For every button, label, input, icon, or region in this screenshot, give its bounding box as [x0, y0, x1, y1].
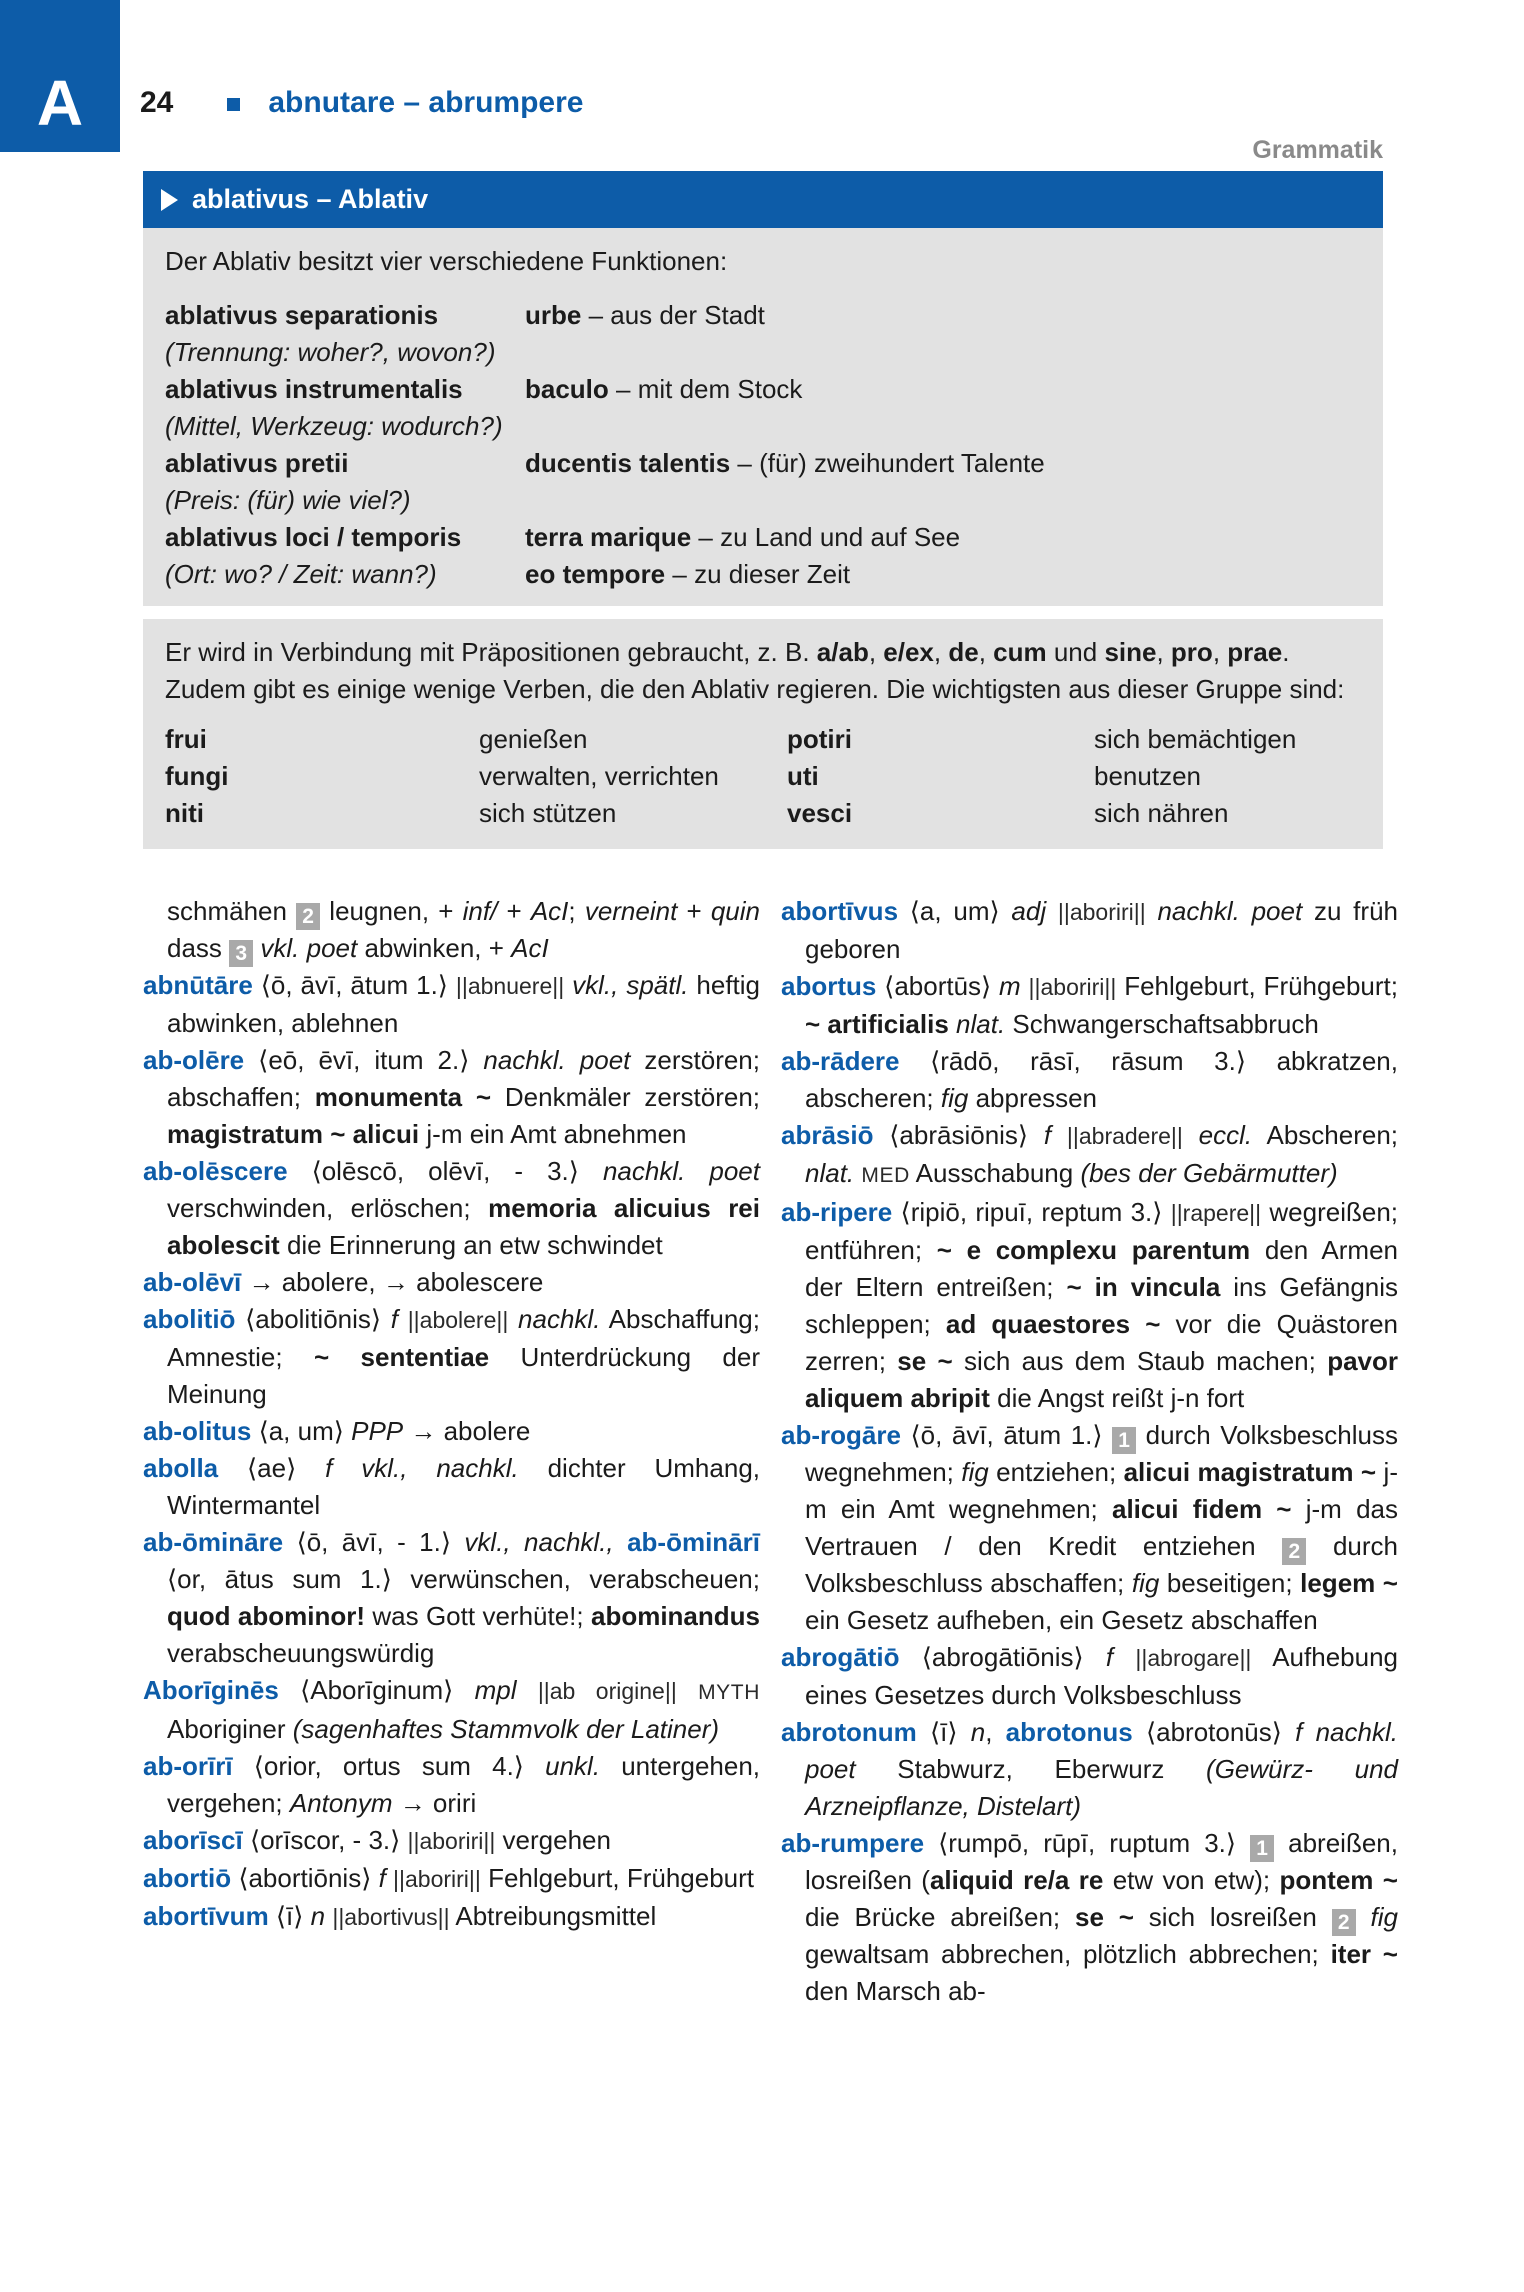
text-segment: ⟨ripiō, ripuī, reptum 3.⟩: [892, 1197, 1171, 1227]
verb-german: genießen: [479, 724, 588, 754]
text-segment: magistratum ~ alicui: [167, 1119, 420, 1149]
text-segment: verneint: [584, 896, 678, 926]
text-segment: ,: [868, 637, 884, 667]
dictionary-entry: [143, 1264, 760, 1301]
function-question: (Trennung: woher?, wovon?): [165, 337, 496, 367]
text-segment: pro: [1170, 637, 1213, 667]
text-segment: AcI: [530, 896, 569, 926]
text-segment: [386, 1863, 393, 1893]
function-name-block: [165, 371, 525, 445]
text-segment: → abolere, → abolescere: [241, 1267, 544, 1297]
dictionary-entry: [781, 1117, 1398, 1194]
text-segment: ⟨abolitiōnis⟩: [235, 1304, 391, 1334]
text-segment: abreißen, losreißen (: [805, 1828, 1398, 1895]
text-segment: ⟨olēscō, olēvī, - 3.⟩: [287, 1156, 603, 1186]
text-segment: nachkl. poet: [483, 1045, 631, 1075]
example-latin: baculo: [525, 374, 609, 404]
text-segment: [508, 1304, 518, 1334]
text-segment: ⟨orior, ortus sum 4.⟩: [232, 1751, 546, 1781]
text-segment: Abscheren;: [1252, 1120, 1399, 1150]
headword: abnūtāre: [143, 970, 253, 1000]
text-segment: [1021, 971, 1029, 1001]
text-segment: nlat.: [805, 1158, 855, 1188]
text-segment: ,: [933, 637, 949, 667]
headword: abortīvum: [143, 1901, 269, 1931]
text-segment: zu früh geboren: [805, 896, 1398, 964]
function-name-block: [165, 519, 525, 593]
text-segment: ⟨a, um⟩: [898, 896, 1012, 926]
text-segment: was Gott verhüte!;: [365, 1601, 591, 1631]
text-segment: Fehlgeburt, Frühgeburt;: [1116, 971, 1398, 1001]
verb-latin: potiri: [787, 724, 852, 754]
text-segment: ||aboriri||: [1028, 974, 1117, 1000]
text-segment: etw von etw);: [1103, 1865, 1280, 1895]
verb-german: sich bemächtigen: [1094, 724, 1297, 754]
text-segment: den Armen der Eltern entreißen;: [805, 1235, 1398, 1302]
dictionary-entry: [143, 1748, 760, 1822]
text-segment: Stabwurz, Eberwurz: [855, 1754, 1207, 1784]
text-segment: (bes der Gebärmutter): [1080, 1158, 1338, 1188]
text-segment: memoria alicuius rei abolescit: [167, 1193, 760, 1260]
text-segment: inf/: [462, 896, 498, 926]
text-segment: se ~: [1075, 1902, 1134, 1932]
text-segment: AcI: [511, 933, 549, 963]
dictionary-entry: [143, 1450, 760, 1524]
text-segment: ||abrogare||: [1135, 1645, 1252, 1671]
dictionary-column-right: [781, 893, 1398, 2010]
headword: abrotonum: [781, 1717, 917, 1747]
text-segment: . Zudem gibt es einige wenige Verben, die den Ablativ regieren. Die wichtigsten aus dieser Gruppe sind:: [165, 637, 1345, 704]
text-segment: vkl., spätl.: [572, 970, 689, 1000]
sense-number-badge: 2: [1332, 1909, 1356, 1936]
text-segment: [398, 1304, 408, 1334]
text-segment: adj: [1011, 896, 1047, 926]
text-segment: entziehen;: [988, 1457, 1124, 1487]
text-segment: j-m ein Amt wegnehmen;: [805, 1457, 1398, 1524]
example-latin: urbe: [525, 300, 582, 330]
headword: ab-ripere: [781, 1197, 893, 1227]
text-segment: alicui magistratum ~: [1123, 1457, 1377, 1487]
headword: abrāsiō: [781, 1120, 874, 1150]
triangle-right-icon: [161, 189, 178, 211]
text-segment: e/ex: [883, 637, 934, 667]
dictionary-entry: [143, 1898, 760, 1936]
text-segment: [517, 1675, 538, 1705]
text-segment: Aboriginer: [167, 1714, 293, 1744]
text-segment: ⟨ī⟩: [916, 1717, 971, 1747]
text-segment: nachkl. poet: [1157, 896, 1303, 926]
text-segment: wegreißen; entführen;: [805, 1197, 1399, 1265]
ablative-verbs-table: [165, 721, 1361, 832]
text-segment: ins Gefängnis schleppen;: [805, 1272, 1399, 1339]
text-segment: die Angst reißt j-n fort: [989, 1383, 1245, 1413]
dictionary-entry: [143, 1860, 760, 1898]
text-segment: ⟨ō, āvī, - 1.⟩: [283, 1527, 465, 1557]
text-segment: f: [378, 1863, 386, 1893]
text-segment: Ausschabung: [909, 1158, 1081, 1188]
dictionary-entry: [781, 1417, 1398, 1639]
text-segment: f: [1295, 1717, 1303, 1747]
grammatik-label: Grammatik: [1252, 136, 1383, 164]
text-segment: ⟨ō, āvī, ātum 1.⟩: [900, 1420, 1113, 1450]
text-segment: f: [1105, 1642, 1114, 1672]
text-segment: Aufhebung eines Gesetzes durch Volksbeschluss: [805, 1642, 1398, 1710]
text-segment: ~ in vincula: [1066, 1272, 1221, 1302]
text-segment: (Gewürz- und Arzneipflanze, Distelart): [805, 1754, 1398, 1821]
text-segment: ⟨orīscor, - 3.⟩: [242, 1825, 408, 1855]
text-segment: zerstören; abschaffen;: [167, 1045, 760, 1112]
example-line: urbe – aus der Stadt: [525, 300, 765, 330]
ablative-functions-list: [165, 297, 1361, 593]
text-segment: ||aboriri||: [1057, 899, 1146, 925]
dictionary-entry: [143, 1042, 760, 1153]
letter-tab-label: A: [36, 67, 84, 139]
text-segment: abwinken, +: [357, 933, 512, 963]
headword-range: abnutare – abrumpere: [268, 86, 584, 119]
dictionary-entry: [143, 967, 760, 1042]
grammar-box-functions: [143, 228, 1383, 606]
text-segment: ||aboriri||: [393, 1866, 481, 1892]
grammar-box-divider: [143, 606, 1383, 619]
text-segment: aliquid re/a re: [929, 1865, 1104, 1895]
dictionary-entry: [143, 1672, 760, 1748]
text-segment: vkl. poet: [260, 933, 358, 963]
text-segment: fig: [1131, 1568, 1160, 1598]
text-segment: pontem ~: [1279, 1865, 1398, 1895]
dictionary-entry: [143, 1153, 760, 1264]
headword: ab-rogāre: [781, 1420, 901, 1450]
sense-number-badge: 1: [1250, 1835, 1274, 1862]
text-segment: [564, 970, 572, 1000]
text-segment: ⟨abortūs⟩: [876, 971, 1000, 1001]
text-segment: alicui fidem ~: [1112, 1494, 1292, 1524]
dictionary-entry: [781, 968, 1398, 1043]
example-line: terra marique – zu Land und auf See: [525, 522, 961, 552]
text-segment: a/ab: [816, 637, 869, 667]
sense-number-badge: 3: [229, 940, 253, 967]
sense-number-badge: 2: [296, 903, 320, 930]
headword: ab-olēre: [143, 1045, 245, 1075]
verb-german: verwalten, verrichten: [479, 761, 719, 791]
text-segment: verschwinden, erlöschen;: [167, 1193, 489, 1223]
text-segment: ,: [1212, 637, 1228, 667]
text-segment: j-m ein Amt abnehmen: [419, 1119, 687, 1149]
dictionary-entry: [143, 1524, 760, 1672]
text-segment: leugnen, +: [320, 896, 463, 926]
text-segment: Er wird in Verbindung mit Präpositionen gebraucht, z. B.: [165, 637, 817, 667]
text-segment: [1051, 1120, 1067, 1150]
grammar-box-title-bar: [143, 171, 1383, 228]
text-segment: ,: [978, 637, 994, 667]
headword: ab-orīrī: [143, 1751, 233, 1781]
text-segment: den Marsch ab-: [805, 1976, 986, 2006]
text-segment: pavor aliquem abripit: [805, 1346, 1398, 1413]
text-segment: [1046, 896, 1058, 926]
text-segment: ⟨rādō, rāsī, rāsum 3.⟩ abkratzen, abscheren;: [805, 1046, 1398, 1113]
text-segment: ⟨abrotonūs⟩: [1132, 1717, 1296, 1747]
text-segment: sich losreißen: [1133, 1902, 1332, 1932]
text-segment: und: [1046, 637, 1105, 667]
verb-latin: fungi: [165, 761, 229, 791]
text-segment: sich aus dem Staub machen;: [952, 1346, 1328, 1376]
text-segment: mpl: [474, 1675, 517, 1705]
text-segment: de: [948, 637, 979, 667]
text-segment: dass: [167, 933, 230, 963]
dictionary-entry: [781, 1043, 1398, 1117]
text-segment: quin: [710, 896, 760, 926]
dictionary-columns: [143, 893, 1398, 2010]
grammar-box-usage: [143, 619, 1383, 849]
text-segment: ~ sententiae: [313, 1342, 490, 1372]
verb-row: [165, 795, 1361, 832]
text-segment: [1113, 1642, 1135, 1672]
text-segment: ⟨abortiōnis⟩: [231, 1863, 379, 1893]
text-segment: ⟨a, um⟩: [251, 1416, 352, 1446]
text-segment: verabscheuungswürdig: [167, 1638, 435, 1668]
ablative-function-row: [165, 519, 1361, 593]
example-latin: terra marique: [525, 522, 692, 552]
text-segment: Abschaffung; Amnestie;: [167, 1304, 760, 1372]
text-segment: j-m das Vertrauen / den Kredit entziehen: [805, 1494, 1398, 1561]
text-segment: nlat.: [956, 1009, 1006, 1039]
function-name-block: [165, 297, 525, 371]
text-segment: [949, 1009, 956, 1039]
text-segment: eccl.: [1198, 1120, 1253, 1150]
verb-german: sich nähren: [1094, 798, 1229, 828]
text-segment: ;: [568, 896, 585, 926]
text-segment: n: [310, 1901, 326, 1931]
dictionary-entry: [781, 1825, 1398, 2010]
example-latin: ducentis talentis: [525, 448, 731, 478]
verb-latin: vesci: [787, 798, 853, 828]
function-name: ablativus separationis: [165, 300, 439, 330]
text-segment: legem ~: [1300, 1568, 1398, 1598]
verb-latin: niti: [165, 798, 204, 828]
headword: abrotonus: [1005, 1717, 1133, 1747]
text-segment: vkl., nachkl.,: [464, 1527, 614, 1557]
function-question: (Mittel, Werkzeug: wodurch?): [165, 411, 503, 441]
text-segment: durch Volksbeschluss wegnehmen;: [805, 1420, 1398, 1487]
running-head: [140, 86, 583, 120]
text-segment: f vkl., nachkl.: [325, 1453, 519, 1483]
text-segment: ⟨ī⟩: [268, 1901, 311, 1931]
text-segment: beseitigen;: [1159, 1568, 1301, 1598]
text-segment: PPP: [351, 1416, 404, 1446]
function-question: (Ort: wo? / Zeit: wann?): [165, 559, 437, 589]
bullet-square-icon: [227, 98, 240, 111]
dictionary-entry: [781, 893, 1398, 968]
text-segment: ,: [1156, 637, 1171, 667]
function-question: (Preis: (für) wie viel?): [165, 485, 411, 515]
verb-latin: uti: [787, 761, 819, 791]
dictionary-entry: [781, 1714, 1398, 1825]
ablative-function-row: [165, 445, 1361, 519]
headword: ab-olēscere: [143, 1156, 288, 1186]
function-name: ablativus instrumentalis: [165, 374, 463, 404]
page-number: 24: [140, 86, 174, 119]
headword: abortus: [781, 971, 877, 1001]
headword: ab-olēvī: [143, 1267, 242, 1297]
text-segment: +: [677, 896, 711, 926]
headword: ab-ōmināre: [143, 1527, 284, 1557]
ablative-function-row: [165, 371, 1361, 445]
text-segment: monumenta ~: [314, 1082, 492, 1112]
text-segment: fig: [1370, 1902, 1398, 1932]
example-line: ducentis talentis – (für) zweihundert Talente: [525, 448, 1045, 478]
sense-number-badge: 1: [1112, 1427, 1136, 1454]
dictionary-entry: [143, 1301, 760, 1413]
text-segment: ||aboriri||: [407, 1828, 496, 1854]
verb-german: benutzen: [1094, 761, 1201, 791]
text-segment: gewaltsam abbrechen, plötzlich abbrechen;: [805, 1939, 1331, 1969]
text-segment: Fehlgeburt, Frühgeburt: [480, 1863, 755, 1893]
text-segment: ad quaestores ~: [945, 1309, 1161, 1339]
headword: Aborīginēs: [143, 1675, 279, 1705]
text-segment: die Brücke abreißen;: [805, 1902, 1075, 1932]
function-examples: [525, 297, 1361, 371]
text-segment: ⟨rumpō, rūpī, ruptum 3.⟩: [924, 1828, 1251, 1858]
text-segment: m: [999, 971, 1021, 1001]
headword: ab-olitus: [143, 1416, 252, 1446]
headword: abrogātiō: [781, 1642, 900, 1672]
function-name: ablativus pretii: [165, 448, 349, 478]
text-segment: abominandus: [590, 1601, 760, 1631]
verb-latin: frui: [165, 724, 207, 754]
text-segment: [1146, 896, 1158, 926]
verb-german: sich stützen: [479, 798, 617, 828]
dictionary-entry: [781, 1639, 1398, 1714]
headword: ab-rādere: [781, 1046, 900, 1076]
text-segment: quod abominor!: [167, 1601, 365, 1631]
dictionary-entry: [143, 1413, 760, 1450]
text-segment: cum: [993, 637, 1047, 667]
text-segment: sine: [1104, 637, 1157, 667]
dictionary-entry: [781, 1194, 1398, 1417]
text-segment: die Erinnerung an etw schwindet: [279, 1230, 663, 1260]
text-segment: ||rapere||: [1170, 1200, 1262, 1226]
headword: abolla: [143, 1453, 219, 1483]
function-name: ablativus loci / temporis: [165, 522, 462, 552]
text-segment: nachkl.: [518, 1304, 601, 1334]
grammar-box-title: ablativus – Ablativ: [192, 184, 429, 214]
ablative-function-row: [165, 297, 1361, 371]
text-segment: fig: [961, 1457, 989, 1487]
text-segment: [1356, 1902, 1371, 1932]
verb-row: [165, 758, 1361, 795]
verb-row: [165, 721, 1361, 758]
text-segment: prae: [1227, 637, 1283, 667]
headword: abortiō: [143, 1863, 232, 1893]
text-segment: unkl.: [545, 1751, 601, 1781]
text-segment: n: [970, 1717, 986, 1747]
text-segment: ⟨ō, āvī, ātum 1.⟩: [252, 970, 456, 1000]
text-segment: → abolere: [403, 1416, 531, 1446]
text-segment: Antonym: [289, 1788, 393, 1818]
function-examples: [525, 371, 1361, 445]
text-segment: heftig abwinken, ablehnen: [167, 970, 761, 1038]
text-segment: ⟨Aborīginum⟩: [278, 1675, 475, 1705]
text-segment: ⟨or, ātus sum 1.⟩ verwünschen, verabscheuen;: [167, 1564, 760, 1594]
text-segment: abpressen: [968, 1083, 1097, 1113]
text-segment: ~ artificialis: [805, 1009, 949, 1039]
usage-note: [165, 634, 1361, 708]
text-segment: ||abradere||: [1066, 1123, 1183, 1149]
text-segment: Schwangerschaftsabbruch: [1005, 1009, 1319, 1039]
dictionary-entry: [143, 1822, 760, 1860]
headword: ab-ōminārī: [627, 1527, 760, 1557]
text-segment: dichter Umhang, Wintermantel: [167, 1453, 760, 1520]
grammar-box: [143, 171, 1383, 849]
text-segment: Unterdrückung der Meinung: [167, 1342, 761, 1409]
text-segment: f: [1043, 1120, 1052, 1150]
headword: ab-rumpere: [781, 1828, 925, 1858]
text-segment: [1302, 1717, 1315, 1747]
text-segment: ⟨ae⟩: [218, 1453, 326, 1483]
text-segment: ||abolere||: [407, 1307, 509, 1333]
example-line: baculo – mit dem Stock: [525, 374, 803, 404]
grammar-intro: Der Ablativ besitzt vier verschiedene Funktionen:: [165, 246, 728, 276]
headword: aborīscī: [143, 1825, 243, 1855]
dictionary-column-left: [143, 893, 760, 2010]
text-segment: ein Gesetz aufheben, ein Gesetz abschaffen: [805, 1605, 1318, 1635]
text-segment: Denkmäler zerstören;: [491, 1082, 761, 1112]
function-examples: [525, 519, 1361, 593]
text-segment: se ~: [897, 1346, 953, 1376]
text-segment: nachkl. poet: [602, 1156, 760, 1186]
text-segment: ~ e complexu parentum: [936, 1235, 1251, 1265]
text-segment: durch Volksbeschluss abschaffen;: [805, 1531, 1398, 1598]
text-segment: MYTH: [698, 1681, 760, 1704]
text-segment: f: [390, 1304, 398, 1334]
example-latin: eo tempore: [525, 559, 666, 589]
text-segment: vor die Quästoren zerren;: [805, 1309, 1399, 1376]
dictionary-entry: [143, 893, 760, 967]
text-segment: ||abortivus||: [332, 1904, 450, 1930]
text-segment: ⟨abrāsiōnis⟩: [873, 1120, 1044, 1150]
text-segment: [614, 1527, 627, 1557]
text-segment: ||ab origine||: [537, 1678, 677, 1704]
text-segment: MED: [861, 1164, 910, 1187]
text-segment: nachkl. poet: [805, 1717, 1398, 1784]
text-segment: ||abnuere||: [455, 973, 565, 999]
text-segment: ⟨abrogātiōnis⟩: [899, 1642, 1106, 1672]
text-segment: untergehen, vergehen;: [167, 1751, 761, 1818]
text-segment: → oriri: [392, 1788, 477, 1818]
letter-tab: [0, 0, 120, 152]
text-segment: [677, 1675, 698, 1705]
headword: abortīvus: [781, 896, 899, 926]
text-segment: schmähen: [167, 896, 297, 926]
sense-number-badge: 2: [1282, 1538, 1306, 1565]
text-segment: ⟨eō, ēvī, itum 2.⟩: [244, 1045, 484, 1075]
function-examples: [525, 445, 1361, 519]
text-segment: Abtreibungsmittel: [449, 1901, 657, 1931]
text-segment: [1183, 1120, 1199, 1150]
text-segment: fig: [940, 1083, 969, 1113]
text-segment: vergehen: [495, 1825, 611, 1855]
function-name-block: [165, 445, 525, 519]
headword: abolitiō: [143, 1304, 236, 1334]
text-segment: iter ~: [1330, 1939, 1398, 1969]
text-segment: ,: [985, 1717, 1006, 1747]
text-segment: +: [497, 896, 531, 926]
example-line: eo tempore – zu dieser Zeit: [525, 559, 851, 589]
text-segment: (sagenhaftes Stammvolk der Latiner): [292, 1714, 720, 1744]
